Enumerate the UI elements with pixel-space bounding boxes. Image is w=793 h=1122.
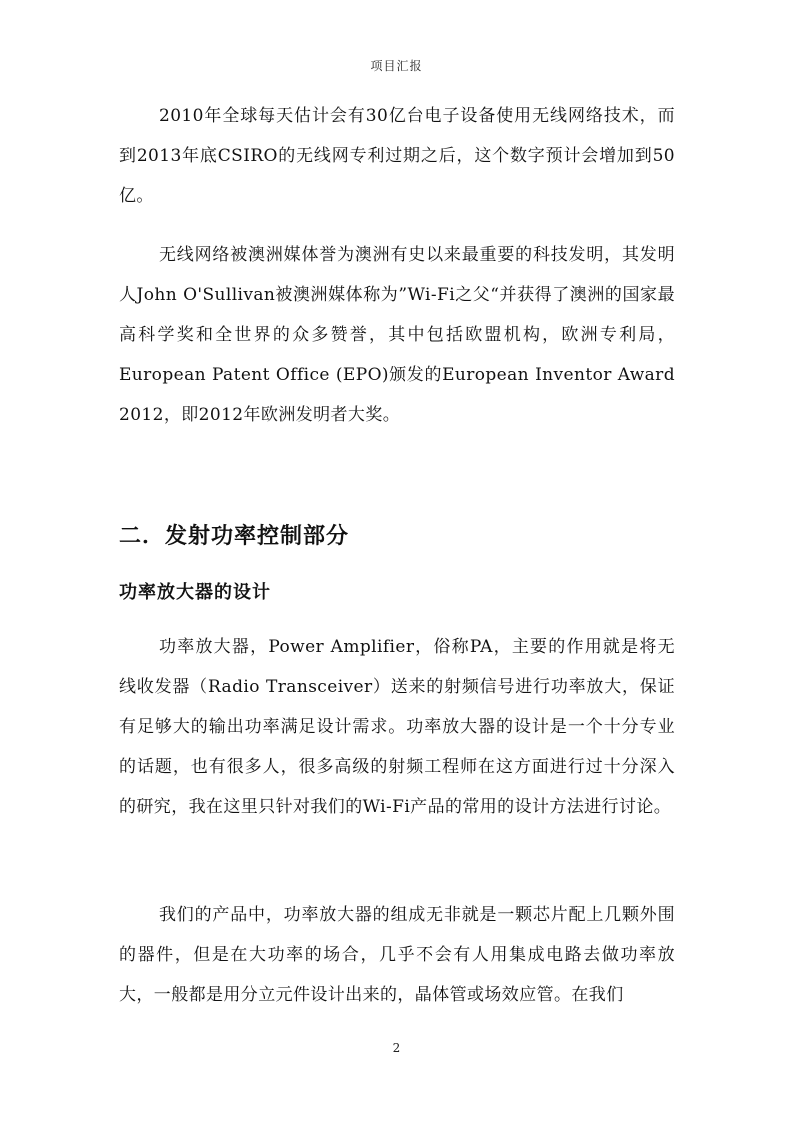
- section-heading: 二．发射功率控制部分: [119, 524, 350, 549]
- body-paragraph: 2010年全球每天估计会有30亿台电子设备使用无线网络技术，而到2013年底CSIRO的无线网专利过期之后，这个数字预计会增加到50亿。: [119, 106, 675, 206]
- body-paragraph: 无线网络被澳洲媒体誉为澳洲有史以来最重要的科技发明，其发明人John O'Sullivan被澳洲媒体称为”Wi-Fi之父“并获得了澳洲的国家最高科学奖和全世界的众多赞誉，其中包括欧盟机构，欧洲专利局，European Patent Office (EPO)颁发的European Inventor Award 2012，即2012年欧洲发明者大奖。: [119, 245, 675, 425]
- page-number: 2: [392, 1041, 401, 1055]
- subsection-heading: 功率放大器的设计: [119, 582, 271, 603]
- body-paragraph: 功率放大器，Power Amplifier，俗称PA，主要的作用就是将无线收发器（Radio Transceiver）送来的射频信号进行功率放大，保证有足够大的输出功率满足设计需求。功率放大器的设计是一个十分专业的话题，也有很多人，很多高级的射频工程师在这方面进行过十分深入的研究，我在这里只针对我们的Wi-Fi产品的常用的设计方法进行讨论。: [119, 637, 675, 817]
- body-paragraph: 我们的产品中，功率放大器的组成无非就是一颗芯片配上几颗外围的器件，但是在大功率的场合，几乎不会有人用集成电路去做功率放大，一般都是用分立元件设计出来的，晶体管或场效应管。在我们: [119, 905, 675, 1005]
- page-header: 项目汇报: [370, 59, 423, 73]
